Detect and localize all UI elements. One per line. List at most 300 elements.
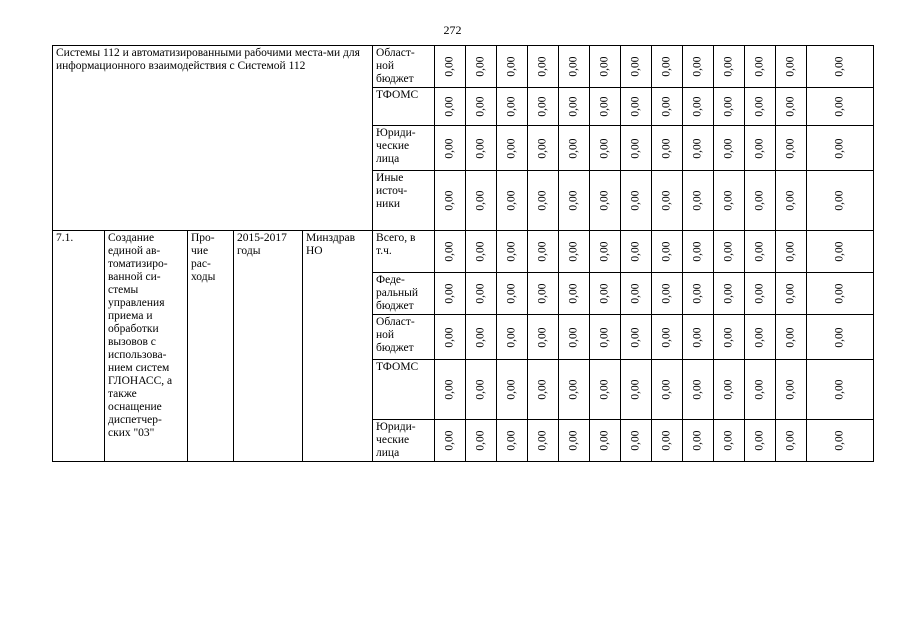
value-text: 0,00 [598,241,611,262]
value-wrap [621,171,651,230]
value-text: 0,00 [443,137,456,159]
value-cell [745,360,776,420]
value-wrap [621,46,651,87]
value-wrap [466,231,496,272]
value-cell [714,315,745,360]
value-cell [776,126,807,171]
value-wrap [714,360,744,419]
value-wrap [745,126,775,170]
value-cell [528,360,559,420]
value-text: 0,00 [833,326,846,348]
value-text: 0,00 [629,96,642,117]
value-text: 0,00 [833,241,846,262]
value-cell [807,360,874,420]
value-cell [559,46,590,88]
value-cell [714,46,745,88]
source-cell: Юриди-ческие лица [373,420,435,462]
value-wrap [745,315,775,359]
value-text: 0,00 [660,56,673,77]
value-text: 0,00 [691,190,704,211]
source-cell: Иные источ-ники [373,171,435,231]
value-cell [652,420,683,462]
value-cell [435,273,466,315]
value-wrap [652,315,682,359]
value-wrap [776,231,806,272]
value-cell [559,315,590,360]
value-text: 0,00 [505,326,518,348]
value-cell [528,315,559,360]
value-cell [590,88,621,126]
value-text: 0,00 [443,241,456,262]
value-cell [590,231,621,273]
value-text: 0,00 [443,190,456,211]
value-text: 0,00 [474,96,487,117]
item-type: Про-чие рас-ходы [188,231,234,462]
value-wrap [497,315,527,359]
value-wrap [559,126,589,170]
value-wrap [466,273,496,314]
item-executor: Минздрав НО [303,231,373,462]
value-text: 0,00 [598,430,611,451]
value-text: 0,00 [629,379,642,400]
value-cell [621,420,652,462]
value-text: 0,00 [691,379,704,400]
value-text: 0,00 [598,137,611,159]
value-text: 0,00 [691,56,704,77]
value-cell [714,126,745,171]
value-wrap [714,46,744,87]
value-wrap [621,126,651,170]
value-text: 0,00 [784,241,797,262]
value-wrap [497,88,527,125]
value-cell [497,46,528,88]
value-text: 0,00 [629,430,642,451]
value-wrap [435,88,465,125]
value-text: 0,00 [629,190,642,211]
value-cell [683,273,714,315]
value-cell [683,46,714,88]
value-text: 0,00 [629,283,642,304]
source-cell: Всего, в т.ч. [373,231,435,273]
value-wrap [807,315,873,359]
value-cell [776,231,807,273]
value-text: 0,00 [536,137,549,159]
value-text: 0,00 [833,56,846,77]
value-text: 0,00 [784,326,797,348]
value-wrap [776,315,806,359]
value-text: 0,00 [474,326,487,348]
value-text: 0,00 [753,137,766,159]
value-text: 0,00 [567,137,580,159]
value-text: 0,00 [691,96,704,117]
value-cell [621,171,652,231]
value-text: 0,00 [474,379,487,400]
value-wrap [621,88,651,125]
value-cell [652,231,683,273]
value-text: 0,00 [443,326,456,348]
value-wrap [776,171,806,230]
value-cell [497,420,528,462]
value-cell [683,360,714,420]
value-wrap [559,420,589,461]
value-text: 0,00 [536,283,549,304]
value-wrap [652,171,682,230]
item-number: 7.1. [53,231,105,462]
value-wrap [590,315,620,359]
value-cell [714,360,745,420]
value-wrap [590,360,620,419]
value-text: 0,00 [722,430,735,451]
value-cell [528,273,559,315]
value-text: 0,00 [753,56,766,77]
value-cell [745,273,776,315]
value-wrap [776,360,806,419]
value-cell [621,360,652,420]
value-wrap [714,126,744,170]
value-text: 0,00 [567,241,580,262]
value-wrap [683,273,713,314]
value-text: 0,00 [474,430,487,451]
value-wrap [683,420,713,461]
value-cell [528,171,559,231]
value-cell [559,126,590,171]
value-wrap [466,88,496,125]
source-cell: Юриди-ческие лица [373,126,435,171]
value-text: 0,00 [660,326,673,348]
value-wrap [683,46,713,87]
value-wrap [528,273,558,314]
value-cell [776,46,807,88]
value-wrap [435,231,465,272]
value-cell [652,46,683,88]
value-wrap [435,46,465,87]
value-wrap [745,273,775,314]
value-text: 0,00 [660,430,673,451]
value-wrap [621,273,651,314]
value-text: 0,00 [474,190,487,211]
value-wrap [435,126,465,170]
value-cell [807,315,874,360]
value-wrap [466,360,496,419]
value-cell [497,315,528,360]
value-cell [621,231,652,273]
value-cell [466,126,497,171]
value-wrap [590,420,620,461]
value-wrap [807,171,873,230]
value-wrap [466,315,496,359]
value-text: 0,00 [722,96,735,117]
value-text: 0,00 [722,283,735,304]
value-wrap [683,315,713,359]
value-cell [559,273,590,315]
value-cell [435,420,466,462]
value-wrap [745,360,775,419]
value-wrap [590,273,620,314]
value-text: 0,00 [833,137,846,159]
value-text: 0,00 [722,326,735,348]
value-wrap [683,171,713,230]
value-cell [590,273,621,315]
value-text: 0,00 [753,379,766,400]
value-cell [590,420,621,462]
value-cell [497,88,528,126]
value-cell [683,420,714,462]
value-wrap [559,315,589,359]
value-cell [745,126,776,171]
value-cell [497,171,528,231]
value-text: 0,00 [598,326,611,348]
value-text: 0,00 [474,137,487,159]
value-text: 0,00 [505,96,518,117]
value-wrap [497,126,527,170]
value-cell [745,171,776,231]
value-wrap [497,420,527,461]
value-wrap [652,420,682,461]
value-text: 0,00 [443,56,456,77]
value-cell [652,126,683,171]
value-wrap [652,231,682,272]
value-cell [466,360,497,420]
value-text: 0,00 [784,379,797,400]
value-wrap [435,273,465,314]
value-cell [776,315,807,360]
value-text: 0,00 [536,430,549,451]
value-wrap [776,88,806,125]
value-cell [621,88,652,126]
value-text: 0,00 [505,379,518,400]
value-wrap [466,126,496,170]
value-cell [466,171,497,231]
value-cell [714,420,745,462]
value-cell [683,231,714,273]
source-cell: ТФОМС [373,360,435,420]
value-cell [714,273,745,315]
value-wrap [497,273,527,314]
value-wrap [590,126,620,170]
value-cell [714,231,745,273]
value-text: 0,00 [505,283,518,304]
value-cell [590,360,621,420]
value-text: 0,00 [784,137,797,159]
value-cell [714,88,745,126]
value-cell [590,126,621,171]
value-cell [559,420,590,462]
value-cell [466,420,497,462]
value-text: 0,00 [505,241,518,262]
value-cell [590,171,621,231]
value-cell [807,273,874,315]
value-cell [807,88,874,126]
value-cell [466,273,497,315]
value-text: 0,00 [722,56,735,77]
value-wrap [745,231,775,272]
value-cell [683,315,714,360]
table-row [53,231,874,273]
value-text: 0,00 [691,241,704,262]
value-text: 0,00 [722,190,735,211]
value-cell [776,88,807,126]
value-wrap [652,360,682,419]
value-wrap [497,46,527,87]
value-cell [652,315,683,360]
value-text: 0,00 [722,137,735,159]
value-wrap [776,273,806,314]
value-text: 0,00 [536,326,549,348]
value-wrap [652,88,682,125]
source-cell: ТФОМС [373,88,435,126]
value-cell [435,360,466,420]
value-text: 0,00 [722,241,735,262]
value-text: 0,00 [536,379,549,400]
value-text: 0,00 [443,430,456,451]
value-wrap [590,88,620,125]
value-wrap [807,231,873,272]
value-wrap [621,420,651,461]
value-cell [528,126,559,171]
value-wrap [714,231,744,272]
budget-table [52,45,874,462]
value-cell [652,273,683,315]
value-cell [745,315,776,360]
value-text: 0,00 [598,56,611,77]
value-cell [559,171,590,231]
value-wrap [683,126,713,170]
value-wrap [745,420,775,461]
value-cell [528,231,559,273]
value-cell [776,273,807,315]
value-text: 0,00 [567,96,580,117]
value-text: 0,00 [598,96,611,117]
value-wrap [559,231,589,272]
value-text: 0,00 [567,283,580,304]
value-text: 0,00 [598,283,611,304]
value-text: 0,00 [784,430,797,451]
value-wrap [807,126,873,170]
value-cell [807,46,874,88]
value-text: 0,00 [722,379,735,400]
value-wrap [559,273,589,314]
value-text: 0,00 [784,56,797,77]
value-cell [776,420,807,462]
value-text: 0,00 [753,283,766,304]
value-wrap [807,46,873,87]
value-wrap [528,360,558,419]
value-wrap [683,88,713,125]
value-wrap [652,273,682,314]
value-cell [807,231,874,273]
value-cell [621,315,652,360]
value-text: 0,00 [474,241,487,262]
value-cell [497,360,528,420]
value-cell [559,360,590,420]
value-wrap [528,126,558,170]
item-name: Создание единой ав-томатизиро-ванной си-стемы управления приема и обработки вызовов с использова-нием систем ГЛОНАСС, а также оснащение диспетчер-ских "03" [105,231,188,462]
value-wrap [714,273,744,314]
value-cell [435,88,466,126]
value-text: 0,00 [505,430,518,451]
value-cell [466,46,497,88]
value-cell [683,171,714,231]
value-cell [435,46,466,88]
value-wrap [745,46,775,87]
source-cell: Област-ной бюджет [373,46,435,88]
value-cell [559,231,590,273]
value-wrap [621,315,651,359]
value-wrap [776,126,806,170]
value-text: 0,00 [784,96,797,117]
value-wrap [435,360,465,419]
value-text: 0,00 [753,190,766,211]
value-text: 0,00 [474,56,487,77]
value-wrap [745,88,775,125]
value-cell [497,231,528,273]
value-cell [621,273,652,315]
value-text: 0,00 [629,326,642,348]
continuation-description: Системы 112 и автоматизированными рабочими места-ми для информационного взаимодействия с Системой 112 [53,46,373,231]
value-text: 0,00 [536,241,549,262]
value-wrap [466,46,496,87]
value-wrap [559,46,589,87]
value-wrap [807,360,873,419]
value-cell [807,420,874,462]
value-cell [435,171,466,231]
value-cell [652,88,683,126]
value-text: 0,00 [629,241,642,262]
value-cell [745,420,776,462]
value-wrap [683,231,713,272]
value-wrap [776,46,806,87]
value-text: 0,00 [567,379,580,400]
value-cell [621,126,652,171]
value-text: 0,00 [474,283,487,304]
value-cell [466,88,497,126]
value-cell [807,126,874,171]
value-wrap [528,88,558,125]
value-text: 0,00 [691,283,704,304]
value-wrap [652,46,682,87]
value-text: 0,00 [660,190,673,211]
value-cell [745,88,776,126]
value-text: 0,00 [536,190,549,211]
value-text: 0,00 [567,326,580,348]
value-text: 0,00 [784,283,797,304]
value-text: 0,00 [753,430,766,451]
value-cell [528,46,559,88]
value-wrap [590,46,620,87]
source-cell: Феде-ральный бюджет [373,273,435,315]
value-cell [559,88,590,126]
value-text: 0,00 [833,379,846,400]
value-cell [776,171,807,231]
value-cell [745,46,776,88]
value-text: 0,00 [833,96,846,117]
value-cell [745,231,776,273]
value-text: 0,00 [753,241,766,262]
value-wrap [528,231,558,272]
value-text: 0,00 [660,283,673,304]
value-wrap [435,315,465,359]
value-wrap [590,171,620,230]
value-wrap [528,46,558,87]
value-text: 0,00 [784,190,797,211]
value-text: 0,00 [598,190,611,211]
value-text: 0,00 [833,190,846,211]
value-cell [435,126,466,171]
value-wrap [652,126,682,170]
value-text: 0,00 [691,137,704,159]
value-wrap [714,315,744,359]
value-cell [435,315,466,360]
